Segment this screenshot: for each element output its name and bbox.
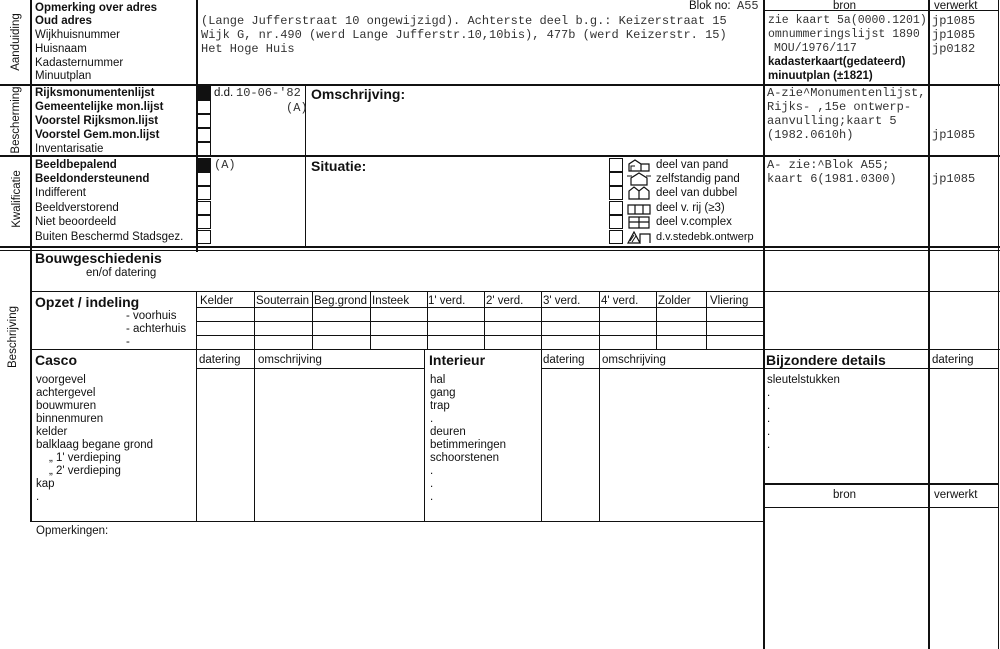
rule-bescherming-end <box>0 155 1000 157</box>
floor-row-rule-2 <box>196 335 764 336</box>
label-wijkhuisnummer: Wijkhuisnummer <box>35 29 120 41</box>
bron-aanduiding-1: zie kaart 5a(0000.1201) <box>768 14 927 27</box>
checkbox-rijksmonumentenlijst[interactable] <box>197 86 211 100</box>
option-deel-v-complex: deel v.complex <box>656 216 732 228</box>
checkbox-zelfstandig-pand[interactable] <box>609 172 623 186</box>
floor-beg-grond: Beg.grond <box>314 295 368 307</box>
casco-item: achtergevel <box>36 387 96 399</box>
label-minuutplan: Minuutplan <box>35 70 92 82</box>
kwalificatie-mark: (A) <box>214 158 236 172</box>
wijkhuisnummer-value: Wijk G, nr.490 (werd Lange Jufferstr.10,10bis), 477b (werd Keizerstr. 15) <box>201 28 727 42</box>
interieur-item: . <box>430 413 434 425</box>
label-kadasternummer: Kadasternummer <box>35 57 124 69</box>
rule-opzet-end <box>30 349 1000 350</box>
floor-1-verd: 1' verd. <box>428 295 466 307</box>
label-beeldbepalend: Beeldbepalend <box>35 159 117 171</box>
checkbox-beeldbepalend[interactable] <box>197 158 211 172</box>
bijzondere-bron-rule-2 <box>763 507 999 508</box>
bijzondere-item: . <box>767 400 771 412</box>
side-label-aanduiding: Aanduiding <box>10 13 22 71</box>
interieur-item: schoorstenen <box>430 452 500 464</box>
interieur-datering: datering <box>543 354 585 366</box>
floor-vliering: Vliering <box>710 295 749 307</box>
bijzondere-item: . <box>767 387 771 399</box>
casco-items <box>36 374 153 504</box>
option-deel-v-rij: deel v. rij (≥3) <box>656 202 725 214</box>
bijzondere-item: . <box>767 426 771 438</box>
label-inventarisatie: Inventarisatie <box>35 143 104 155</box>
checkbox-dv-stedebk-ontwerp[interactable] <box>609 230 623 244</box>
opzet-achterhuis: - achterhuis <box>126 323 187 335</box>
bijzondere-item: . <box>767 413 771 425</box>
bron-bescherming-4: (1982.0610h) <box>767 128 854 142</box>
checkbox-buiten-beschermd[interactable] <box>197 230 211 244</box>
bijzondere-items <box>767 374 840 452</box>
casco-item: bouwmuren <box>36 400 97 412</box>
rule-kwalificatie-end <box>0 246 1000 248</box>
opzet-other: - <box>126 336 130 348</box>
interieur-omschrijving-col <box>599 349 600 521</box>
verwerkt-kwalificatie: jp1085 <box>932 172 976 186</box>
label-opmerking-adres: Opmerking over adres <box>35 2 158 14</box>
casco-item: kap <box>36 478 55 490</box>
interieur-item: hal <box>430 374 446 386</box>
casco-datering: datering <box>199 354 241 366</box>
casco-item: . <box>36 491 40 503</box>
bron-bescherming-1: A-zie^Monumentenlijst, <box>767 86 926 100</box>
option-deel-van-dubbel: deel van dubbel <box>656 187 738 199</box>
floor-col <box>706 291 707 349</box>
verwerkt-aanduiding-2: jp1085 <box>932 28 976 42</box>
floor-4-verd: 4' verd. <box>601 295 639 307</box>
dd-value: 10-06-'82 <box>236 86 301 100</box>
bijzondere-verwerkt: verwerkt <box>934 489 978 501</box>
checkbox-indifferent[interactable] <box>197 186 211 200</box>
interieur-items <box>430 374 506 504</box>
verwerkt-header: verwerkt <box>934 0 978 12</box>
interieur-item: . <box>430 465 434 477</box>
bijzondere-item: sleutelstukken <box>767 374 840 386</box>
casco-item: „ 1' verdieping <box>49 452 121 464</box>
bron-aanduiding-2: omnummeringslijst 1890 <box>768 28 920 41</box>
omschrijving-heading: Omschrijving: <box>311 86 406 102</box>
floor-col <box>196 291 197 349</box>
floor-3-verd: 3' verd. <box>543 295 581 307</box>
bijzondere-bron-rule <box>763 483 999 485</box>
checkbox-deel-van-dubbel[interactable] <box>609 186 623 200</box>
label-beeldondersteunend: Beeldondersteunend <box>35 173 150 185</box>
bijzondere-details-heading: Bijzondere details <box>766 352 886 368</box>
verwerkt-aanduiding-3: jp0182 <box>932 42 976 56</box>
opmerkingen-area[interactable] <box>34 540 758 645</box>
row-houses-icon <box>626 201 652 215</box>
casco-item: balklaag begane grond <box>36 439 154 451</box>
checkbox-beeldondersteunend[interactable] <box>197 172 211 186</box>
interieur-heading: Interieur <box>429 352 486 368</box>
interieur-datering-col <box>541 349 542 521</box>
floor-2-verd: 2' verd. <box>486 295 524 307</box>
bron-kwalificatie-1: A- zie:^Blok A55; <box>767 158 890 172</box>
bron-column-divider <box>763 0 765 649</box>
checkbox-inventarisatie[interactable] <box>197 142 211 156</box>
label-voorstel-gem-mon-lijst: Voorstel Gem.mon.lijst <box>35 129 160 141</box>
rule-bouwgeschiedenis-end <box>30 291 1000 292</box>
floor-col <box>312 291 313 349</box>
huisnaam-value: Het Hoge Huis <box>201 42 295 56</box>
checkbox-voorstel-rijksmon-lijst[interactable] <box>197 114 211 128</box>
floor-insteek: Insteek <box>372 295 410 307</box>
right-border <box>998 0 999 649</box>
floor-col <box>254 291 255 349</box>
rule-casco-end <box>30 521 764 522</box>
bijzondere-datering: datering <box>932 354 974 366</box>
casco-item: „ 2' verdieping <box>49 465 121 477</box>
verwerkt-bescherming: jp1085 <box>932 128 976 142</box>
bron-header: bron <box>833 0 857 12</box>
interieur-header-rule <box>541 368 763 369</box>
bron-aanduiding-5: minuutplan (±1821) <box>768 70 873 82</box>
label-gemeentelijke-mon-lijst: Gemeentelijke mon.lijst <box>35 101 164 113</box>
bron-bescherming-2: Rijks- ,15e ontwerp- <box>767 100 912 114</box>
option-dv-stedebk-ontwerp: d.v.stedebk.ontwerp <box>656 231 754 243</box>
bron-aanduiding-3: MOU/1976/117 <box>774 42 857 55</box>
situatie-heading: Situatie: <box>311 158 367 174</box>
option-zelfstandig-pand: zelfstandig pand <box>656 173 740 185</box>
label-oud-adres: Oud adres <box>35 15 92 27</box>
floor-row-rule-1 <box>196 321 764 322</box>
side-label-bescherming: Bescherming <box>10 86 22 154</box>
bouwgeschiedenis-heading: Bouwgeschiedenis <box>35 250 162 266</box>
side-label-kwalificatie: Kwalificatie <box>11 170 23 228</box>
bron-bescherming-3: aanvulling;kaart 5 <box>767 114 897 128</box>
interieur-item: betimmeringen <box>430 439 507 451</box>
casco-item: kelder <box>36 426 68 438</box>
casco-datering-col <box>196 349 197 521</box>
label-beeldverstorend: Beeldverstorend <box>35 202 119 214</box>
label-voorstel-rijksmon-lijst: Voorstel Rijksmon.lijst <box>35 115 159 127</box>
interieur-item: . <box>430 478 434 490</box>
checkbox-gemeentelijke-mon-lijst[interactable] <box>197 100 211 114</box>
floor-col <box>370 291 371 349</box>
casco-heading: Casco <box>35 352 78 368</box>
casco-header-rule <box>196 368 424 369</box>
interieur-item: deuren <box>430 426 466 438</box>
interieur-item: trap <box>430 400 450 412</box>
checkbox-niet-beoordeeld[interactable] <box>197 215 211 229</box>
bijzondere-item: . <box>767 439 771 451</box>
datering-label: en/of datering <box>86 267 157 279</box>
label-niet-beoordeeld: Niet beoordeeld <box>35 216 117 228</box>
opzet-heading: Opzet / indeling <box>35 294 140 310</box>
casco-omschrijving-col <box>254 349 255 521</box>
side-label-beschrijving: Beschrijving <box>7 306 19 368</box>
verwerkt-column-divider <box>928 0 930 649</box>
floor-zolder: Zolder <box>658 295 691 307</box>
checkbox-voorstel-gem-mon-lijst[interactable] <box>197 128 211 142</box>
interieur-omschrijving: omschrijving <box>602 354 666 366</box>
floor-kelder: Kelder <box>200 295 234 307</box>
bron-aanduiding-4: kadasterkaart(gedateerd) <box>768 56 906 68</box>
checkbox-deel-v-complex[interactable] <box>609 215 623 229</box>
floor-col <box>541 291 542 349</box>
floor-col <box>484 291 485 349</box>
opzet-voorhuis: - voorhuis <box>126 310 177 322</box>
floor-col <box>656 291 657 349</box>
bijzondere-bron: bron <box>833 489 857 501</box>
part-of-building-icon <box>626 158 652 172</box>
casco-item: binnenmuren <box>36 413 104 425</box>
dd-mark: (A) <box>286 101 308 115</box>
label-buiten-beschermd: Buiten Beschermd Stadsgez. <box>35 231 184 243</box>
interieur-item: gang <box>430 387 456 399</box>
option-deel-van-pand: deel van pand <box>656 159 729 171</box>
interieur-item: . <box>430 491 434 503</box>
complex-icon <box>626 215 652 229</box>
bijzondere-header-rule <box>763 368 999 369</box>
casco-item: voorgevel <box>36 374 86 386</box>
oud-adres-value: (Lange Jufferstraat 10 ongewijzigd). Achterste deel b.g.: Keizerstraat 15 <box>201 14 727 28</box>
checkbox-beeldverstorend[interactable] <box>197 201 211 215</box>
dd-label: d.d. <box>214 87 234 99</box>
left-border <box>30 0 32 522</box>
floor-col <box>599 291 600 349</box>
detached-building-icon <box>626 172 652 186</box>
blok-label: Blok no: <box>689 0 731 12</box>
label-indifferent: Indifferent <box>35 187 86 199</box>
floor-souterrain: Souterrain <box>256 295 310 307</box>
casco-omschrijving: omschrijving <box>258 354 322 366</box>
blok-value: A55 <box>737 0 759 13</box>
interieur-col <box>424 349 425 521</box>
label-huisnaam: Huisnaam <box>35 43 87 55</box>
bron-kwalificatie-2: kaart 6(1981.0300) <box>767 172 897 186</box>
checkbox-deel-v-rij[interactable] <box>609 201 623 215</box>
verwerkt-aanduiding-1: jp1085 <box>932 14 976 28</box>
semi-detached-icon <box>626 186 652 200</box>
opmerkingen-label: Opmerkingen: <box>36 525 109 537</box>
label-rijksmonumentenlijst: Rijksmonumentenlijst <box>35 87 155 99</box>
urban-design-icon <box>626 230 652 244</box>
checkbox-deel-van-pand[interactable] <box>609 158 623 172</box>
